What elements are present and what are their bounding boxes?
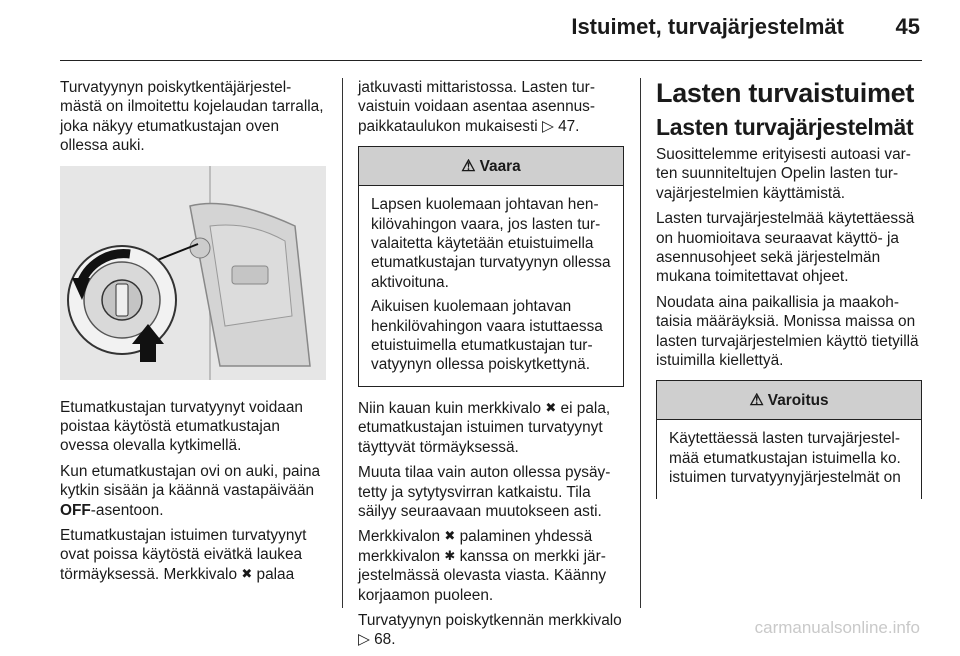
page-reference[interactable]: 68. [374, 631, 396, 649]
column-divider [342, 78, 343, 608]
page-header [60, 0, 922, 61]
text-run: kanssa on merkki järjestelmässä olevasta viasta. Käänny korjaamon puoleen. [358, 547, 607, 604]
arrow-ref-icon: ▷ [358, 631, 375, 649]
danger-box-body [359, 186, 623, 386]
text-run: Turvatyynyn poiskytkennän merkkivalo [358, 611, 622, 629]
paragraph: Suosittelemme erityisesti autoasi varten suunniteltujen Opelin lasten turvajärjestelmien käyttämistä. [656, 146, 911, 202]
danger-box-header [359, 147, 623, 186]
warning-title: Varoitus [767, 391, 829, 409]
paragraph: Käytettäessä lasten turvajärjestelmää etumatkustajan istuimella ko. istuimen turvatyynyjärjestelmät on [669, 430, 901, 487]
off-label: OFF [60, 501, 91, 519]
watermark: carmanualsonline.info [754, 618, 920, 637]
paragraph: Turvatyynyn poiskytkentäjärjestelmästä on ilmoitettu kojelaudan tarralla, joka näkyy etumatkustajan oven ollessa auki. [60, 79, 324, 155]
warning-triangle-icon: ⚠ [461, 157, 476, 175]
danger-title: Vaara [479, 157, 521, 175]
airbag-icon: ✱ [444, 547, 456, 563]
warning-box-header [657, 381, 921, 420]
door-switch-illustration-svg [60, 166, 326, 380]
text-run: Merkkivalon [358, 528, 445, 546]
column-divider [640, 78, 641, 608]
column-1 [60, 78, 326, 590]
door-switch-illustration [60, 166, 326, 380]
arrow-ref-icon: ▷ [541, 117, 559, 135]
text-run: ei pala, etumatkustajan istuimen turvatyynyt täyttyvät törmäyksessä. [358, 399, 611, 456]
text-run: -asentoon. [90, 501, 164, 519]
column-3 [656, 78, 922, 499]
paragraph [60, 526, 326, 584]
paragraph: Lasten turvajärjestelmää käytettäessä on huomioitava seuraavat käyttö- ja asennusohjeet sekä järjestelmän mukana toimitettavat ohjeet. [656, 210, 915, 286]
subsection-heading: Lasten turvajärjestelmät [656, 114, 914, 140]
text-run: Kun etumatkustajan ovi on auki, paina kytkin sisään ja käännä vastapäivään [60, 462, 321, 500]
text-run: palaminen yhdessä merkkivalon [358, 528, 593, 565]
warning-box [656, 380, 922, 498]
paragraph [60, 462, 326, 520]
airbag-off-icon: ✖ [241, 565, 253, 581]
warning-box-body [657, 420, 921, 498]
text-run: Etumatkustajan istuimen turvatyynyt ovat poissa käytöstä eivätkä laukea törmäyksessä. Merkkivalo [60, 527, 307, 583]
danger-box [358, 146, 624, 387]
paragraph: Aikuisen kuolemaan johtavan henkilövahingon vaara istuttaessa etuistuimella etumatkustajan turvatyynyn ollessa poiskytkettynä. [371, 298, 603, 374]
airbag-off-icon: ✖ [444, 528, 456, 544]
paragraph [358, 527, 624, 605]
paragraph [358, 611, 624, 650]
text-run: palaa [252, 565, 295, 583]
text-run: Niin kauan kuin merkkivalo [358, 399, 546, 417]
header-title: Istuimet, turvajärjestelmät [571, 14, 844, 39]
text-run: jatkuvasti mittaristossa. Lasten turvaistuin voidaan asentaa asennuspaikkataulukon mukaisesti [358, 79, 596, 135]
paragraph: Lapsen kuolemaan johtavan henkilövahingon vaara, jos lasten turvalaitetta käytetään etuistuimella etumatkustajan turvatyynyn ollessa aktivoituna. [371, 196, 611, 291]
page-reference[interactable]: 47. [558, 117, 580, 135]
paragraph: Noudata aina paikallisia ja maakohtaisia määräyksiä. Monissa maissa on lasten turvajärjestelmien käyttö tietyillä istuimilla kiellettyä. [656, 293, 919, 370]
paragraph: Muuta tilaa vain auton ollessa pysäytetty ja sytytysvirran katkaistu. Tila säilyy seuraavaan muutokseen asti. [358, 464, 611, 520]
airbag-off-icon: ✖ [545, 399, 557, 415]
paragraph [358, 78, 624, 136]
page-number: 45 [895, 14, 920, 39]
paragraph [358, 399, 624, 457]
paragraph: Etumatkustajan turvatyynyt voidaan poistaa käytöstä etumatkustajan ovessa olevalla kytkimellä. [60, 398, 303, 455]
section-heading: Lasten turvaistuimet [656, 78, 915, 108]
column-2 [358, 78, 624, 656]
warning-triangle-icon: ⚠ [749, 391, 764, 409]
